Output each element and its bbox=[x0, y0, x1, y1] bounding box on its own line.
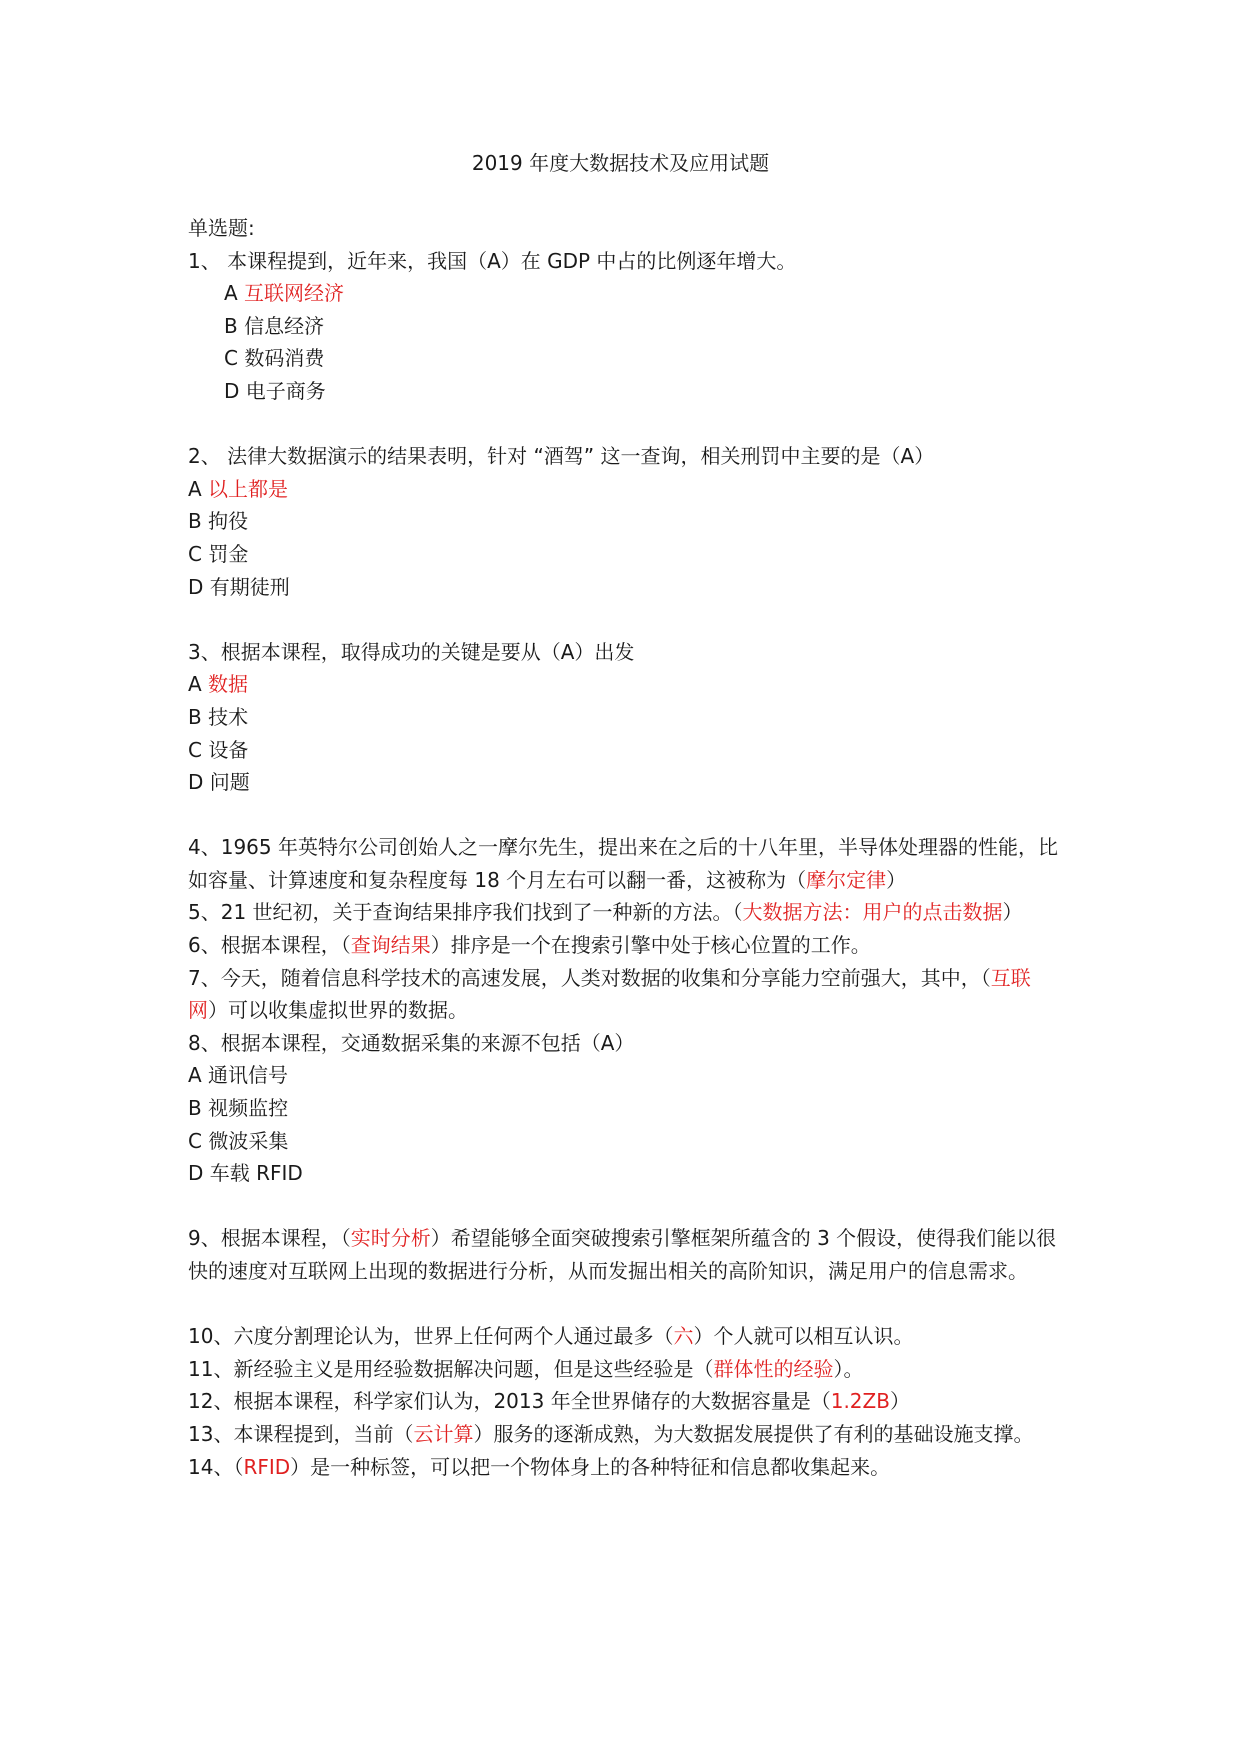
question-text: B 视频监控 bbox=[188, 1096, 289, 1121]
question-text: ） bbox=[886, 867, 907, 892]
question-line bbox=[188, 571, 1058, 604]
question-text: ）。 bbox=[833, 1356, 864, 1381]
question-text: 6、根据本课程，（ bbox=[188, 933, 351, 958]
question-text: 8、根据本课程，交通数据采集的来源不包括（A） bbox=[188, 1030, 635, 1055]
question-line bbox=[188, 440, 1058, 473]
question-text: C 数码消费 bbox=[224, 346, 325, 371]
question-text: A 通讯信号 bbox=[188, 1063, 289, 1088]
blank-line bbox=[188, 408, 1058, 441]
question-text: A bbox=[224, 281, 245, 306]
page-title: 2019 年度大数据技术及应用试题 bbox=[471, 151, 770, 175]
question-text: 单选题: bbox=[188, 216, 255, 240]
question-text: ）个人就可以相互认识。 bbox=[693, 1324, 914, 1349]
question-line bbox=[188, 1353, 1058, 1386]
question-text: ）是一种标签，可以把一个物体身上的各种特征和信息都收集起来。 bbox=[290, 1454, 891, 1479]
question-text: 13、本课程提到，当前（ bbox=[188, 1421, 414, 1446]
question-text: A bbox=[188, 672, 209, 697]
question-text: 11、新经验主义是用经验数据解决问题，但是这些经验是（ bbox=[188, 1356, 714, 1381]
question-line bbox=[188, 1157, 1058, 1190]
question-line bbox=[188, 212, 1058, 245]
question-text: B 信息经济 bbox=[224, 313, 325, 338]
question-line bbox=[188, 831, 1058, 896]
answer-text: 大数据方法：用户的点击数据 bbox=[742, 900, 1003, 925]
question-text: C 设备 bbox=[188, 737, 249, 762]
answer-text: RFID bbox=[243, 1454, 291, 1479]
question-text: 1、 本课程提到，近年来，我国（A）在 GDP 中占的比例逐年增大。 bbox=[188, 248, 797, 273]
answer-text: 互联网 bbox=[188, 965, 1031, 1023]
blank-line bbox=[188, 799, 1058, 832]
answer-text: 以上都是 bbox=[208, 476, 289, 501]
question-text: ）服务的逐渐成熟，为大数据发展提供了有利的基础设施支撑。 bbox=[473, 1421, 1034, 1446]
question-text: D 问题 bbox=[188, 770, 250, 795]
question-line bbox=[188, 1027, 1058, 1060]
answer-text: 云计算 bbox=[413, 1421, 474, 1446]
question-text: C 微波采集 bbox=[188, 1128, 289, 1153]
question-text: 2、 法律大数据演示的结果表明，针对 “酒驾” 这一查询，相关刑罚中主要的是（A） bbox=[188, 444, 935, 469]
question-text: ） bbox=[889, 1389, 910, 1414]
question-text: 14、（ bbox=[188, 1454, 244, 1479]
question-line bbox=[188, 962, 1058, 1027]
question-text: 10、六度分割理论认为，世界上任何两个人通过最多（ bbox=[188, 1324, 674, 1349]
answer-text: 实时分析 bbox=[350, 1226, 431, 1251]
question-line bbox=[188, 473, 1058, 506]
answer-text: 数据 bbox=[208, 672, 249, 697]
answer-text: 互联网经济 bbox=[244, 281, 345, 306]
question-text: 5、21 世纪初，关于查询结果排序我们找到了一种新的方法。（ bbox=[188, 900, 743, 925]
question-text: B 拘役 bbox=[188, 509, 249, 534]
question-line bbox=[188, 342, 1058, 375]
answer-text: 摩尔定律 bbox=[806, 867, 887, 892]
question-text: 3、根据本课程，取得成功的关键是要从（A）出发 bbox=[188, 639, 635, 664]
question-text: 12、根据本课程，科学家们认为，2013 年全世界储存的大数据容量是（ bbox=[188, 1389, 831, 1414]
answer-text: 群体性的经验 bbox=[713, 1356, 834, 1381]
answer-text: 1.2ZB bbox=[830, 1389, 890, 1414]
question-line bbox=[188, 734, 1058, 767]
question-text: D 车载 RFID bbox=[188, 1161, 303, 1186]
answer-text: 六 bbox=[673, 1324, 694, 1349]
question-text: B 技术 bbox=[188, 704, 249, 729]
question-line bbox=[188, 766, 1058, 799]
question-line bbox=[188, 1320, 1058, 1353]
question-line bbox=[188, 1059, 1058, 1092]
exam-content bbox=[188, 212, 1058, 1483]
question-text: ）可以收集虚拟世界的数据。 bbox=[208, 998, 468, 1023]
question-line bbox=[188, 1418, 1058, 1451]
question-text: C 罚金 bbox=[188, 541, 249, 566]
question-text: 7、今天，随着信息科学技术的高速发展，人类对数据的收集和分享能力空前强大，其中，（ bbox=[188, 965, 991, 990]
question-text: ）排序是一个在搜索引擎中处于核心位置的工作。 bbox=[430, 933, 871, 958]
question-text: 9、根据本课程，（ bbox=[188, 1226, 351, 1251]
question-line bbox=[188, 538, 1058, 571]
question-text: D 电子商务 bbox=[224, 378, 326, 403]
question-line bbox=[188, 636, 1058, 669]
question-text: ）希望能够全面突破搜索引擎框架所蕴含的 3 个假设，使得我们能以很快的速度对互联网上出现的数据进行分析，从而发掘出相关的高阶知识，满足用户的信息需求。 bbox=[188, 1226, 1057, 1283]
question-line bbox=[188, 1092, 1058, 1125]
question-line bbox=[188, 1385, 1058, 1418]
question-line bbox=[188, 1125, 1058, 1158]
question-line bbox=[188, 277, 1058, 310]
blank-line bbox=[188, 1288, 1058, 1321]
question-line bbox=[188, 1451, 1058, 1484]
blank-line bbox=[188, 1190, 1058, 1223]
question-text: A bbox=[188, 476, 209, 501]
question-line bbox=[188, 505, 1058, 538]
question-line bbox=[188, 929, 1058, 962]
question-line bbox=[188, 896, 1058, 929]
question-line bbox=[188, 310, 1058, 343]
question-line bbox=[188, 245, 1058, 278]
question-text: 4、1965 年英特尔公司创始人之一摩尔先生，提出来在之后的十八年里，半导体处理器的性能，比如容量、计算速度和复杂程度每 18 个月左右可以翻一番，这被称为（ bbox=[188, 835, 1058, 892]
question-line bbox=[188, 375, 1058, 408]
blank-line bbox=[188, 603, 1058, 636]
question-line bbox=[188, 701, 1058, 734]
question-text: ） bbox=[1002, 900, 1023, 925]
question-line bbox=[188, 1222, 1058, 1287]
question-line bbox=[188, 668, 1058, 701]
answer-text: 查询结果 bbox=[350, 933, 431, 958]
question-text: D 有期徒刑 bbox=[188, 574, 290, 599]
